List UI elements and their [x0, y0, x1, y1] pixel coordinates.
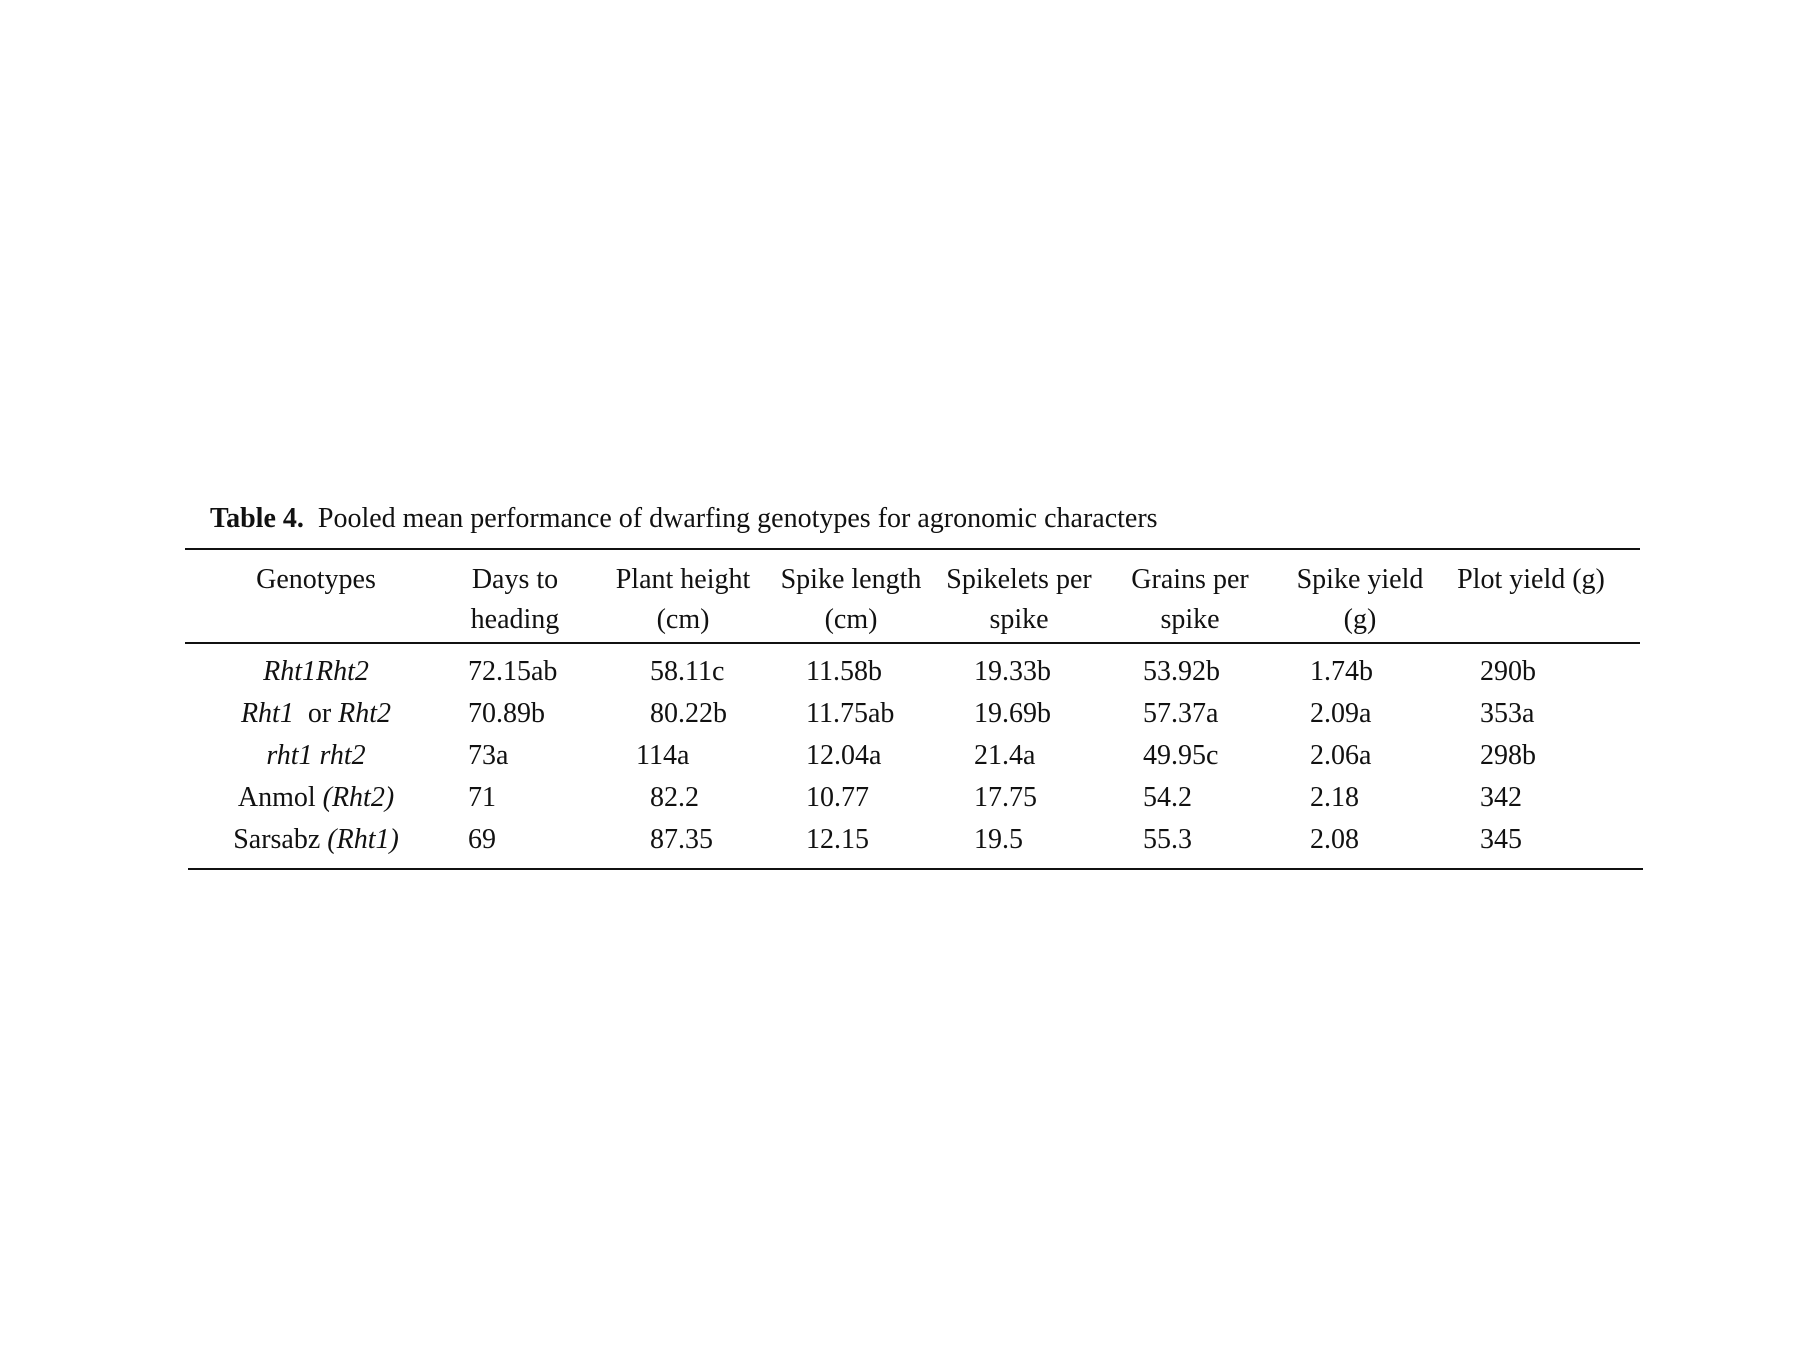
- cell-plot-yield: 290b: [1480, 656, 1536, 687]
- cell-spike-yield: 1.74b: [1310, 656, 1373, 687]
- cell-days-to-heading: 71: [468, 782, 496, 813]
- cell-grains-per-spike: 55.3: [1143, 824, 1192, 855]
- cell-plot-yield: 342: [1480, 782, 1522, 813]
- cell-days-to-heading: 69: [468, 824, 496, 855]
- table-label: Table 4.: [210, 503, 304, 534]
- header-grains-per-spike: Grains per spike: [1131, 564, 1249, 635]
- cell-spike-length: 12.04a: [806, 740, 882, 771]
- cell-spikelets-per-spike: 19.5: [974, 824, 1023, 855]
- cell-plant-height: 82.2: [650, 782, 699, 813]
- header-spike-length: Spike length (cm): [780, 564, 922, 635]
- cell-spike-yield: 2.08: [1310, 824, 1359, 855]
- cell-plant-height: 80.22b: [650, 698, 727, 729]
- cell-spike-length: 11.58b: [806, 656, 882, 687]
- cell-spike-yield: 2.09a: [1310, 698, 1372, 729]
- cell-grains-per-spike: 49.95c: [1143, 740, 1219, 771]
- header-days-to-heading: Days to heading: [470, 564, 560, 635]
- table-row-genotype: Rht1Rht2: [263, 656, 369, 687]
- cell-spike-length: 11.75ab: [806, 698, 895, 729]
- table-top-rule: [185, 548, 1640, 550]
- cell-spikelets-per-spike: 19.69b: [974, 698, 1051, 729]
- header-plot-yield: Plot yield (g): [1457, 564, 1605, 595]
- header-spikelets-per-spike: Spikelets per spike: [946, 564, 1092, 635]
- header-plant-height: Plant height (cm): [615, 564, 751, 635]
- cell-grains-per-spike: 54.2: [1143, 782, 1192, 813]
- header-spike-yield: Spike yield (g): [1296, 564, 1424, 635]
- header-genotypes: Genotypes: [256, 564, 376, 595]
- table-row-genotype: Rht1 or Rht2: [240, 698, 392, 729]
- cell-spike-length: 12.15: [806, 824, 869, 855]
- cell-plant-height: 58.11c: [650, 656, 725, 687]
- cell-spikelets-per-spike: 21.4a: [974, 740, 1036, 771]
- table-title: Pooled mean performance of dwarfing genotypes for agronomic characters: [317, 503, 1158, 534]
- table-row-genotype: rht1 rht2: [266, 740, 366, 771]
- table-header-rule: [185, 642, 1640, 644]
- cell-spike-length: 10.77: [806, 782, 869, 813]
- cell-days-to-heading: 70.89b: [468, 698, 545, 729]
- cell-spikelets-per-spike: 19.33b: [974, 656, 1051, 687]
- cell-plot-yield: 345: [1480, 824, 1522, 855]
- table-bottom-rule: [188, 868, 1643, 870]
- cell-grains-per-spike: 53.92b: [1143, 656, 1220, 687]
- table-caption: [210, 502, 1158, 536]
- cell-grains-per-spike: 57.37a: [1143, 698, 1219, 729]
- table-row-genotype: Sarsabz (Rht1): [233, 824, 399, 855]
- cell-plot-yield: 353a: [1480, 698, 1535, 729]
- cell-days-to-heading: 73a: [468, 740, 509, 771]
- cell-plant-height: 114a: [636, 740, 690, 771]
- cell-days-to-heading: 72.15ab: [468, 656, 558, 687]
- cell-spikelets-per-spike: 17.75: [974, 782, 1037, 813]
- table-row-genotype: Anmol (Rht2): [237, 782, 395, 813]
- cell-plot-yield: 298b: [1480, 740, 1536, 771]
- cell-spike-yield: 2.18: [1310, 782, 1359, 813]
- cell-plant-height: 87.35: [650, 824, 713, 855]
- cell-spike-yield: 2.06a: [1310, 740, 1372, 771]
